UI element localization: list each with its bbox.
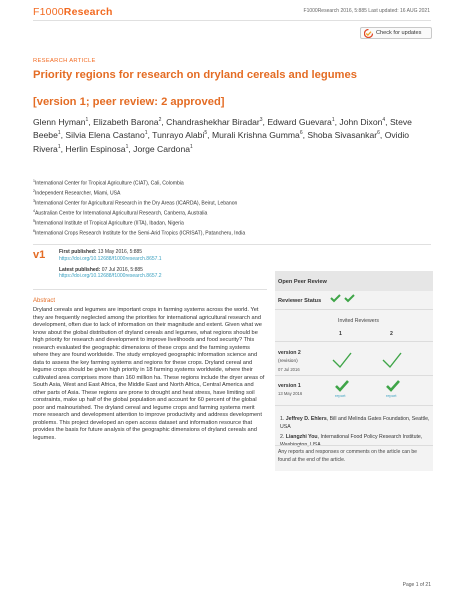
author-affiliation-mark: 1 [331, 117, 335, 123]
version-divider [33, 244, 431, 245]
affiliation-item: $^3$International Center for Agricultural Research in the Dry Areas (ICARDA), Beirut, Lebanon [33, 198, 238, 207]
panel-divider [275, 309, 433, 310]
author-name[interactable]: John Dixon$^4$ [339, 116, 386, 127]
author-name[interactable]: Steve Beebe$^1$ [33, 116, 412, 141]
author-affiliation-mark: 5 [204, 130, 208, 137]
author-affiliation-mark: 2 [158, 117, 162, 123]
publication-divider [33, 289, 267, 290]
first-doi-link[interactable]: https://doi.org/10.12688/f1000research.8657.1 [59, 255, 162, 262]
first-published-value: 13 May 2016, 5:885 [97, 249, 143, 255]
author-affiliation-mark: 1 [85, 117, 89, 123]
author-name[interactable]: Murali Krishna Gumma$^6$ [211, 130, 303, 141]
version-1-date: 13 May 2016 [278, 391, 303, 396]
peer-review-header [275, 271, 433, 291]
author-affiliation-mark: 1 [125, 143, 129, 150]
article-version: [version 1; peer review: 2 approved] [33, 96, 225, 108]
version-2-revision: (revision) [278, 359, 298, 364]
journal-info: F1000Research 2016, 5:885 Last updated: 16 AUG 2021 [303, 8, 430, 14]
approved-check-icon [345, 295, 354, 301]
publication-info [59, 249, 259, 280]
abstract-heading: Abstract [33, 298, 56, 304]
check-updates-icon [364, 29, 373, 38]
report-link-2[interactable]: report [386, 393, 397, 398]
review-status-icon [331, 348, 353, 372]
author-affiliation-mark: 6 [299, 130, 303, 137]
author-affiliation-mark: 1 [144, 130, 148, 137]
reviewer-col-1: 1 [339, 331, 342, 337]
version-1-label[interactable]: version 1 [278, 383, 301, 389]
abstract-text: Dryland cereals and legumes are important crops in farming systems across the world. Yet they are frequently neglected among the priorities for international agricultural research and development, often due to lack of information on their magnitude and extent. Given what we know about the global distribution of dryland cereals and legumes, what regions should be high priority for research and development to improve livelihoods and food security? This research evaluated the geographic dimensions of these crops and the farming systems where they are found worldwide. The study employed geographic information science and data to assess the key farming systems and regions for these crops. Dryland cereal and legume crops should be given high priority in 18 farming systems worldwide, where their cultivated area comprises more than 160 million ha. These regions include the dryer areas of South Asia, West and East Africa, the Middle East and North Africa, Central America and other parts of Asia. These regions are prone to drought and heat stress, have limiting soil constraints, make up half of the global population and account for 60 percent of the global poor and malnourished. The dryland cereal and legume crops and farming systems merit more research and development attention to improve productivity and address development problems. This project developed an open access dataset and information resource that provides the basis for future analysis of the geographic dimensions of dryland cereals and legumes. [33, 307, 265, 441]
author-name[interactable]: Silvia Elena Castano$^1$ [65, 130, 148, 141]
top-bar [0, 0, 464, 22]
reports-note: Any reports and responses or comments on the article can be found at the end of the article. [278, 449, 418, 463]
table-divider [275, 405, 433, 406]
affiliation-item: $^6$International Crops Research Institute for the Semi-Arid Tropics (ICRISAT), Patancheru, India [33, 228, 246, 237]
check-updates-label: Check for updates [376, 30, 422, 36]
latest-doi-link[interactable]: https://doi.org/10.12688/f1000research.8657.2 [59, 273, 162, 280]
latest-published-label: Latest published: [59, 266, 101, 273]
approved-check-icon [331, 295, 340, 301]
review-status-icon [381, 348, 403, 372]
author-name[interactable]: Herlin Espinosa$^1$ [65, 143, 129, 154]
table-divider [275, 341, 433, 342]
author-affiliation-mark: 1 [190, 143, 193, 150]
reviewer-item: 2. Liangzhi You, International Food Policy Research Institute, [280, 434, 423, 441]
version-2-label[interactable]: version 2 [278, 350, 301, 356]
reviewer-col-2: 2 [390, 331, 393, 337]
author-affiliation-mark: 6 [377, 130, 380, 137]
author-name[interactable]: Glenn Hyman$^1$ [33, 116, 89, 127]
reviewer-item: 1. Jeffrey D. Ehlers, Bill and Melinda Gates Foundation, Seattle, USA [280, 416, 430, 430]
affiliation-item: $^5$International Institute of Tropical Agriculture (IITA), Ibadan, Nigeria [33, 218, 184, 227]
page-number: Page 1 of 21 [402, 582, 431, 588]
latest-published-value: 07 Jul 2016, 5:885 [101, 266, 143, 273]
reviewer-status-label: Reviewer Status [278, 298, 322, 304]
author-name[interactable]: Elizabeth Barona$^2$ [93, 116, 162, 127]
author-affiliation-mark: 1 [57, 130, 61, 137]
affiliation-list [33, 178, 433, 238]
header-divider [33, 20, 431, 21]
report-link-1[interactable]: report [335, 393, 346, 398]
affiliation-item: $^4$Australian Centre for International Agricultural Research, Canberra, Australia [33, 208, 208, 217]
author-affiliation-mark: 1 [57, 143, 61, 150]
author-name[interactable]: Shoba Sivasankar$^6$ [307, 130, 380, 141]
table-divider [275, 445, 433, 446]
author-affiliation-mark: 4 [382, 117, 386, 123]
table-divider [275, 375, 433, 376]
author-name[interactable]: Edward Guevara$^1$ [267, 116, 335, 127]
author-name[interactable]: Jorge Cardona$^1$ [133, 143, 193, 154]
affiliation-item: $^2$Independent Researcher, Miami, USA [33, 188, 121, 197]
version-2-date: 07 Jul 2016 [278, 367, 300, 372]
journal-logo[interactable]: F1000Research [33, 6, 113, 18]
author-list: Glenn Hyman$^1$, Elizabeth Barona$^2$, Chandrashekhar Biradar$^3$, Edward Guevara$^1$, John Dixon$^4$, Steve Beebe$^1$, Silvia Elena Castano$^1$, Tunrayo Alabi$^5$, Murali Krishna Gumma$^6$, Shoba Sivasankar$^6$, Ovidio Rivera$^1$, Herlin Espinosa$^1$, Jorge Cardona$^1$ [33, 116, 412, 154]
author-affiliation-mark: 3 [259, 117, 263, 123]
author-name[interactable]: Tunrayo Alabi$^5$ [152, 130, 208, 141]
article-type: RESEARCH ARTICLE [33, 58, 96, 64]
check-updates-button[interactable] [360, 27, 432, 39]
first-published-label: First published: [59, 249, 97, 255]
reviewer-list [280, 416, 430, 453]
peer-review-title: Open Peer Review [278, 279, 327, 285]
author-name[interactable]: Ovidio Rivera$^1$ [33, 130, 410, 154]
reviewer-status-icons [329, 293, 359, 303]
version-tag: v1 [33, 249, 46, 261]
article-title: Priority regions for research on dryland cereals and legumes [33, 69, 357, 81]
peer-review-panel [275, 271, 433, 471]
invited-reviewers-label: Invited Reviewers [338, 318, 379, 324]
author-name[interactable]: Chandrashekhar Biradar$^3$ [166, 116, 263, 127]
affiliation-item: $^1$International Center for Tropical Agriculture (CIAT), Cali, Colombia [33, 179, 184, 187]
